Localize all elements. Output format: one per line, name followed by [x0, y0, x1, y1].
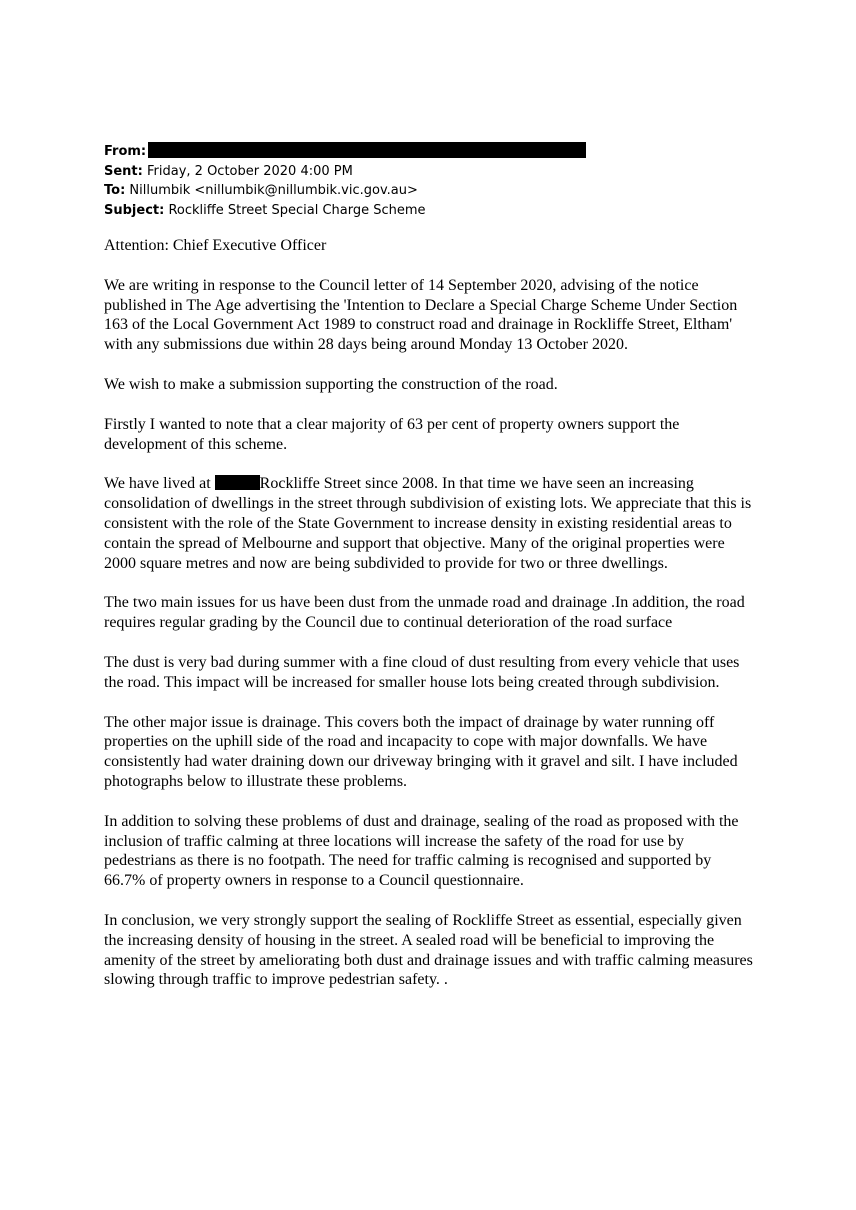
paragraph-majority: Firstly I wanted to note that a clear majority of 63 per cent of property owners support the development of this scheme.: [104, 415, 680, 453]
from-redaction: [148, 142, 586, 158]
sent-label: Sent:: [104, 163, 143, 179]
to-value: Nillumbik <nillumbik@nillumbik.vic.gov.au>: [129, 183, 418, 198]
from-line: [104, 142, 586, 162]
attention-line: Attention: Chief Executive Officer: [104, 237, 327, 254]
paragraph-dust: The dust is very bad during summer with a fine cloud of dust resulting from every vehicle that uses the road. This impact will be increased for smaller house lots being created through subdivision.: [104, 653, 740, 691]
address-redaction: [215, 475, 260, 490]
sent-line: [104, 162, 586, 182]
from-label: From:: [104, 144, 147, 159]
paragraph-submission: We wish to make a submission supporting the construction of the road.: [104, 375, 558, 393]
residence-text-after: Rockliffe Street since 2008. In that time we have seen an increasing consolidation of dwellings in the street through subdivision of existing lots. We appreciate that this is consistent with the role of the State Government to increase density in existing residential areas to contain the spread of Melbourne and support that objective. Many of the original properties were 2000 square metres and now are being subdivided to provide for two or three dwellings.: [104, 475, 752, 572]
paragraph-conclusion: In conclusion, we very strongly support the sealing of Rockliffe Street as essential, especially given the increasing density of housing in the street. A sealed road will be beneficial to improving the amenity of the street by ameliorating both dust and drainage issues and with traffic calming measures slowing through traffic to improve pedestrian safety. .: [104, 911, 753, 989]
subject-line: [104, 201, 586, 221]
residence-text-before: We have lived at: [104, 475, 215, 493]
to-label: To:: [104, 183, 126, 198]
paragraph-residence: [104, 474, 756, 573]
paragraph-drainage: The other major issue is drainage. This covers both the impact of drainage by water running off properties on the uphill side of the road and incapacity to cope with major downfalls. We have consistently had water draining down our driveway bringing with it gravel and silt. I have included photographs below to illustrate these problems.: [104, 713, 738, 790]
subject-label: Subject:: [104, 202, 165, 218]
letter-body: [104, 236, 756, 1010]
paragraph-intro: We are writing in response to the Council letter of 14 September 2020, advising of the notice published in The Age advertising the 'Intention to Declare a Special Charge Scheme Under Section 163 of the Local Government Act 1989 to construct road and drainage in Rockliffe Street, Eltham' with any submissions due within 28 days being around Monday 13 October 2020.: [104, 276, 738, 354]
to-line: [104, 181, 586, 201]
subject-value: Rockliffe Street Special Charge Scheme: [168, 202, 426, 218]
email-header: [104, 142, 586, 220]
paragraph-main-issues: The two main issues for us have been dust from the unmade road and drainage .In addition, the road requires regular grading by the Council due to continual deterioration of the road surface: [104, 594, 745, 632]
sent-value: Friday, 2 October 2020 4:00 PM: [147, 163, 353, 179]
paragraph-traffic-calming: In addition to solving these problems of dust and drainage, sealing of the road as proposed with the inclusion of traffic calming at three locations will increase the safety of the road for use by pedestrians as there is no footpath. The need for traffic calming is recognised and supported by 66.7% of property owners in response to a Council questionnaire.: [104, 812, 739, 890]
